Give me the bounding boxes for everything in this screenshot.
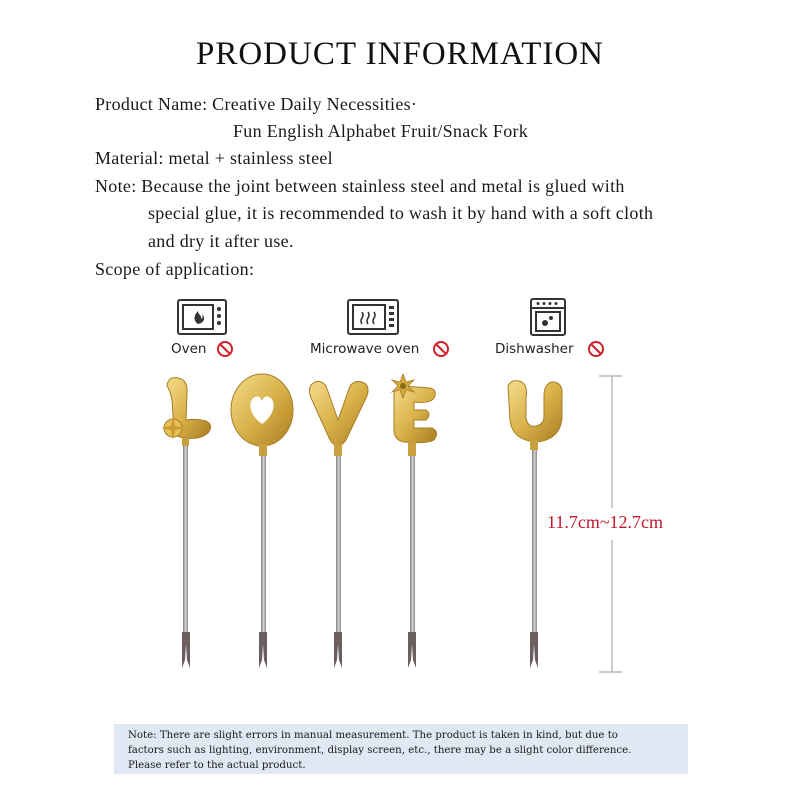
care-note-line-1: Note: Because the joint between stainless steel and metal is glued with (95, 176, 625, 196)
fork-letter-o (231, 374, 293, 668)
disclaimer-line-2: factors such as lighting, environment, display screen, etc., there may be a slight color difference. (128, 745, 632, 756)
microwave-label: Microwave oven (310, 341, 420, 357)
dishwasher-label: Dishwasher (495, 341, 574, 357)
material-line: Material: metal + stainless steel (95, 148, 333, 168)
care-note-line-2: special glue, it is recommended to wash it by hand with a soft cloth (148, 203, 654, 223)
fork-letter-l (161, 378, 211, 668)
fork-letter-v (310, 381, 369, 668)
product-name-line-2: Fun English Alphabet Fruit/Snack Fork (233, 121, 529, 141)
care-note-line-3: and dry it after use. (148, 231, 294, 251)
page-title: PRODUCT INFORMATION (195, 36, 605, 72)
disclaimer-box (114, 724, 688, 774)
product-name-line-1: Product Name: Creative Daily Necessities· (95, 94, 418, 114)
size-range-label: 11.7cm~12.7cm (547, 512, 664, 532)
disclaimer-line-3: Please refer to the actual product. (128, 760, 306, 771)
disclaimer-line-1: Note: There are slight errors in manual measurement. The product is taken in kind, but due to (128, 730, 618, 741)
fork-letter-e (392, 374, 437, 668)
scope-heading: Scope of application: (95, 259, 255, 279)
oven-label: Oven (171, 341, 207, 357)
